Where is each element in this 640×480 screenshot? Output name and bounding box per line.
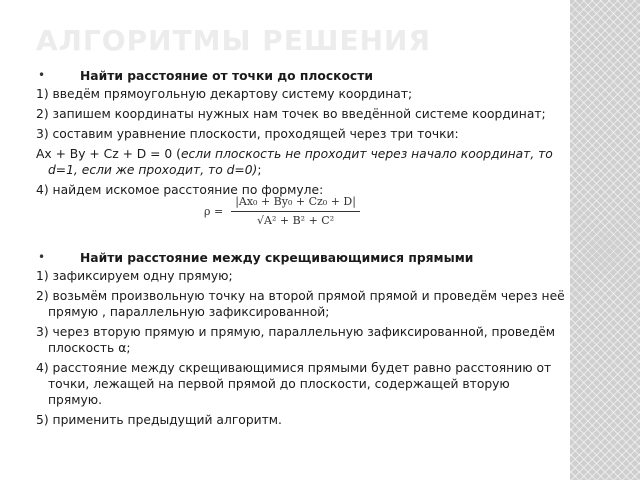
section1-step-2: 2) запишем координаты нужных нам точек во введённой системе координат; <box>36 107 546 121</box>
section1-heading <box>36 68 566 86</box>
section2-step-4: 4) расстояние между скрещивающимися прямыми будет равно расстоянию от точки, лежащей на первой прямой до плоскости, содержащей вторую прямую. <box>36 361 552 407</box>
plane-equation-end: ; <box>257 163 262 177</box>
formula-lhs: ρ = <box>204 204 224 218</box>
bullet-icon: • <box>38 68 46 82</box>
section2-heading-text: Найти расстояние между скрещивающимися прямыми <box>80 251 474 265</box>
formula-area <box>36 195 566 242</box>
section2-step-1: 1) зафиксируем одну прямую; <box>36 269 233 283</box>
plane-equation <box>36 146 566 178</box>
section1-step-1: 1) введём прямоугольную декартову систему координат; <box>36 87 413 101</box>
section1-step-3: 3) составим уравнение плоскости, проходящей через три точки: <box>36 127 459 141</box>
section2-step-3: 3) через вторую прямую и прямую, параллельную зафиксированной, проведём плоскость α; <box>36 325 556 355</box>
section2-heading <box>36 250 566 268</box>
distance-formula <box>204 194 360 229</box>
section-spacer <box>36 242 566 250</box>
decorative-side-stripe <box>570 0 640 480</box>
section1-step-4: 4) найдем искомое расстояние по формуле: <box>36 183 324 197</box>
slide-content <box>36 68 566 432</box>
slide-title: АЛГОРИТМЫ РЕШЕНИЯ <box>36 24 432 57</box>
plane-equation-text: Ax + By + Cz + D = 0 ( <box>36 147 181 161</box>
formula-numerator: |Ax₀ + By₀ + Cz₀ + D| <box>231 194 360 212</box>
section1-heading-text: Найти расстояние от точки до плоскости <box>80 69 373 83</box>
formula-fraction <box>231 194 360 229</box>
section2-step-5: 5) применить предыдущий алгоритм. <box>36 413 282 427</box>
formula-denominator: √A² + B² + C² <box>257 214 335 227</box>
section2-step-2: 2) возьмём произвольную точку на второй прямой прямой и проведём через неё прямую , параллельную зафиксированной; <box>36 289 565 319</box>
plane-equation-note: если плоскость не проходит через начало координат, то d=1, если же проходит, то d=0) <box>48 147 553 177</box>
bullet-icon: • <box>38 250 46 264</box>
